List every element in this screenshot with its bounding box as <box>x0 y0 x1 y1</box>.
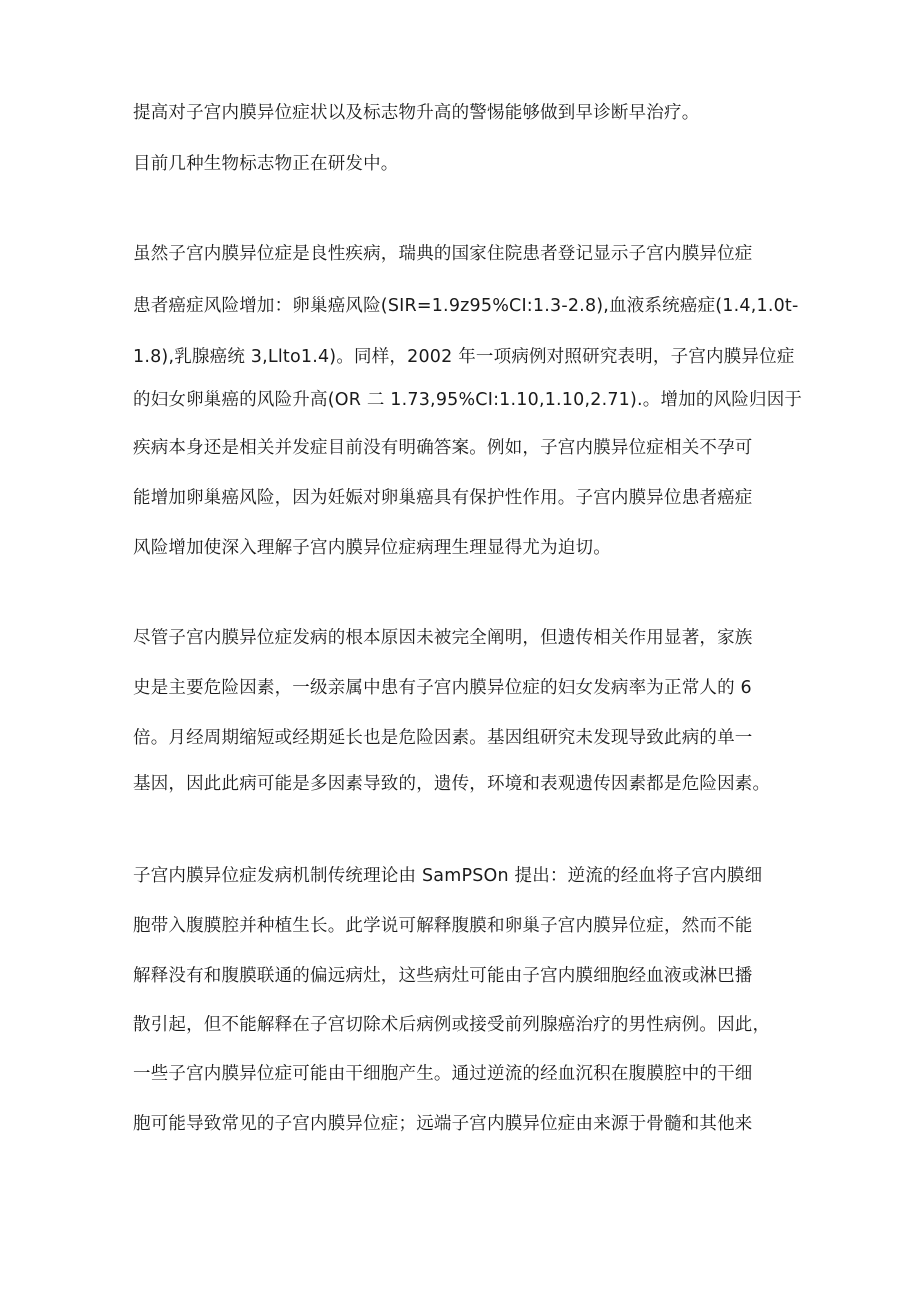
paragraph-2-line-1: 目前几种生物标志物正在研发中。 <box>133 154 399 174</box>
paragraph-3-line-3: 1.8),乳腺癌统 3,Llto1.4)。同样，2002 年一项病例对照研究表明，子宫内膜异位症 <box>133 347 795 367</box>
paragraph-3-line-6: 能增加卵巢癌风险，因为妊娠对卵巢癌具有保护性作用。子宫内膜异位患者癌症 <box>133 488 753 508</box>
paragraph-4-line-2: 史是主要危险因素，一级亲属中患有子宫内膜异位症的妇女发病率为正常人的 6 <box>133 678 752 698</box>
paragraph-5-line-6: 胞可能导致常见的子宫内膜异位症；远端子宫内膜异位症由来源于骨髓和其他来 <box>133 1114 753 1134</box>
paragraph-5-line-4: 散引起，但不能解释在子宫切除术后病例或接受前列腺癌治疗的男性病例。因此， <box>133 1015 771 1035</box>
paragraph-3-line-5: 疾病本身还是相关并发症目前没有明确答案。例如，子宫内膜异位症相关不孕可 <box>133 438 753 458</box>
paragraph-3-line-1: 虽然子宫内膜异位症是良性疾病，瑞典的国家住院患者登记显示子宫内膜异位症 <box>133 244 753 264</box>
paragraph-3-line-7: 风险增加使深入理解子宫内膜异位症病理生理显得尤为迫切。 <box>133 538 611 558</box>
paragraph-5-line-1: 子宫内膜异位症发病机制传统理论由 SamPSOn 提出：逆流的经血将子宫内膜细 <box>133 866 763 886</box>
paragraph-3-line-4: 的妇女卵巢癌的风险升高(OR 二 1.73,95%CI:1.10,1.10,2.71).。增加的风险归因于 <box>133 390 803 410</box>
paragraph-5-line-5: 一些子宫内膜异位症可能由干细胞产生。通过逆流的经血沉积在腹膜腔中的干细 <box>133 1064 753 1084</box>
paragraph-5-line-3: 解释没有和腹膜联通的偏远病灶，这些病灶可能由子宫内膜细胞经血液或淋巴播 <box>133 966 753 986</box>
paragraph-4-line-3: 倍。月经周期缩短或经期延长也是危险因素。基因组研究未发现导致此病的单一 <box>133 728 753 748</box>
paragraph-1-line-1: 提高对子宫内膜异位症状以及标志物升高的警惕能够做到早诊断早治疗。 <box>133 103 700 123</box>
paragraph-4-line-4: 基因，因此此病可能是多因素导致的，遗传，环境和表观遗传因素都是危险因素。 <box>133 774 771 794</box>
paragraph-5-line-2: 胞带入腹膜腔并种植生长。此学说可解释腹膜和卵巢子宫内膜异位症，然而不能 <box>133 916 753 936</box>
paragraph-3-line-2: 患者癌症风险增加：卵巢癌风险(SIR=1.9z95%CI:1.3-2.8),血液系统癌症(1.4,1.0t- <box>133 296 799 316</box>
paragraph-4-line-1: 尽管子宫内膜异位症发病的根本原因未被完全阐明，但遗传相关作用显著，家族 <box>133 628 753 648</box>
